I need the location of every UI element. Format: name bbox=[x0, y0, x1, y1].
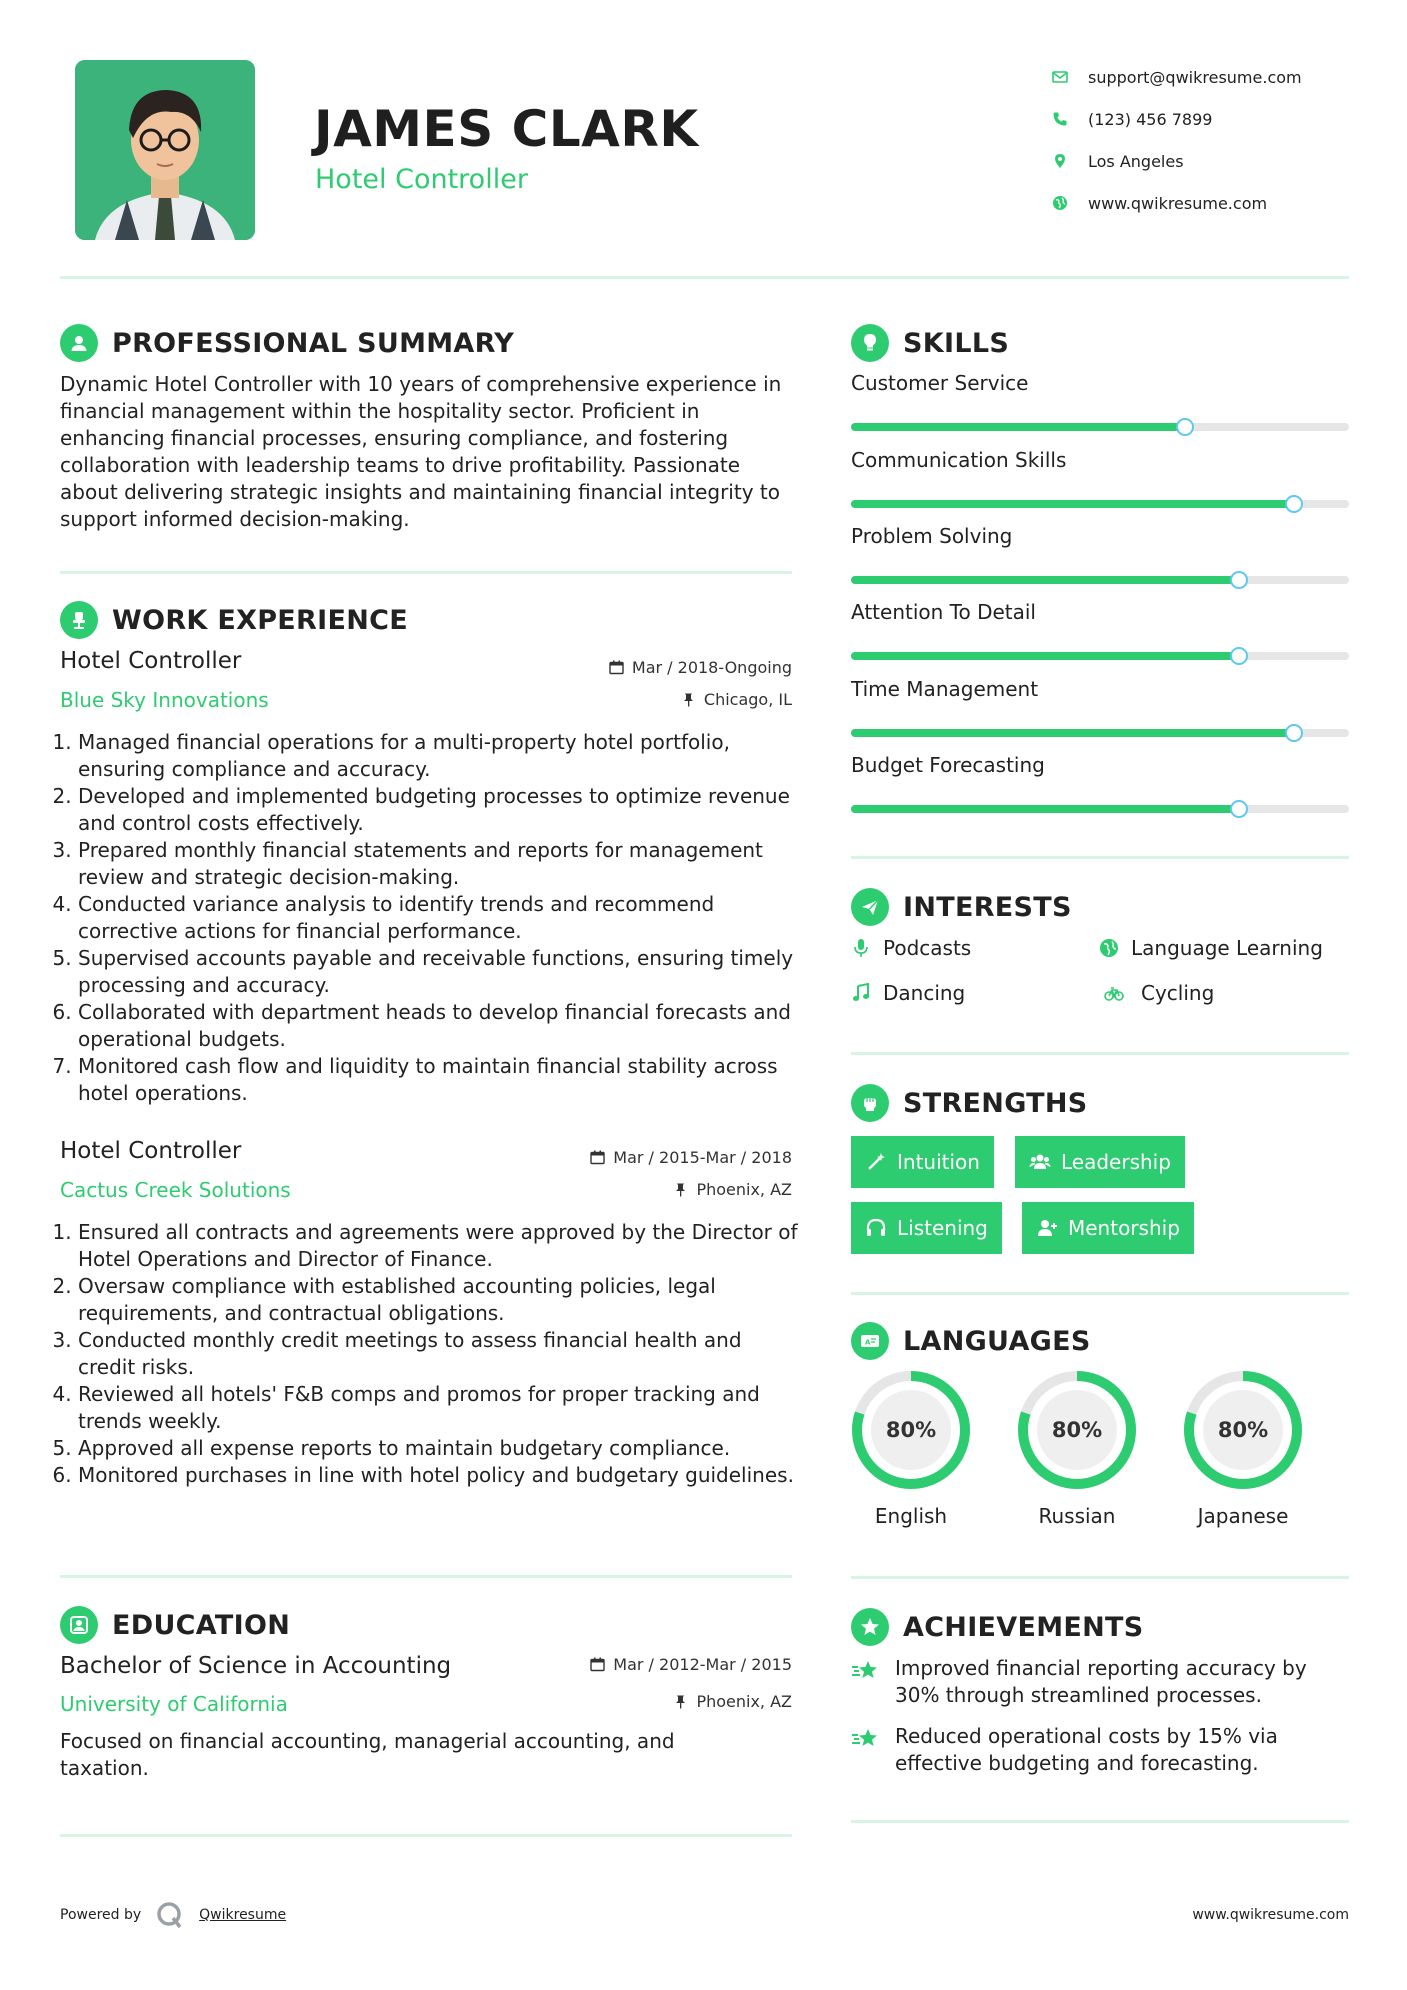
skills-heading: SKILLS bbox=[851, 324, 1009, 362]
star-badge-icon bbox=[851, 1608, 889, 1646]
skill-item: Problem Solving bbox=[851, 524, 1349, 584]
skill-bar bbox=[851, 423, 1349, 431]
skill-item: Budget Forecasting bbox=[851, 753, 1349, 813]
list-item: 2. Developed and implemented budgeting processes to optimize revenue and control costs effectively. bbox=[78, 783, 798, 837]
list-item: 5. Supervised accounts payable and receivable functions, ensuring timely processing and accuracy. bbox=[78, 945, 798, 999]
skill-fill bbox=[851, 729, 1294, 737]
microphone-icon bbox=[851, 938, 871, 958]
skill-bar bbox=[851, 729, 1349, 737]
star-icon bbox=[851, 1725, 881, 1755]
language-card-icon bbox=[851, 1322, 889, 1360]
skill-knob bbox=[1230, 647, 1248, 665]
language-name: Russian bbox=[1038, 1504, 1116, 1528]
profile-photo bbox=[75, 60, 255, 240]
footer-website[interactable]: www.qwikresume.com bbox=[1192, 1907, 1349, 1923]
contact-website[interactable] bbox=[1052, 182, 1382, 224]
powered-by-text: Powered by bbox=[60, 1907, 142, 1923]
job-dates: Mar / 2015-Mar / 2018 bbox=[500, 1148, 792, 1167]
job-responsibilities bbox=[60, 1219, 798, 1489]
list-item: 4. Reviewed all hotels' F&B comps and promos for proper tracking and trends weekly. bbox=[78, 1381, 798, 1435]
svg-text:A: A bbox=[865, 1338, 871, 1347]
language-item bbox=[1181, 1368, 1305, 1528]
achievement-item: Improved financial reporting accuracy by 30% through streamlined processes. bbox=[851, 1655, 1321, 1709]
list-item: 6. Monitored purchases in line with hotel policy and budgetary guidelines. bbox=[78, 1462, 798, 1489]
strength-badge: Mentorship bbox=[1022, 1202, 1194, 1254]
contact-list bbox=[1052, 56, 1382, 224]
location-text: Los Angeles bbox=[1088, 151, 1184, 171]
skill-item: Attention To Detail bbox=[851, 600, 1349, 660]
language-percent: 80% bbox=[1217, 1418, 1269, 1442]
footer-branding bbox=[60, 1900, 286, 1930]
education-heading: EDUCATION bbox=[60, 1606, 290, 1644]
skill-item: Communication Skills bbox=[851, 448, 1349, 508]
strengths-heading: STRENGTHS bbox=[851, 1084, 1088, 1122]
qwikresume-logo-icon bbox=[155, 1900, 185, 1930]
language-percent: 80% bbox=[1051, 1418, 1103, 1442]
strength-badge: Intuition bbox=[851, 1136, 994, 1188]
phone-text: (123) 456 7899 bbox=[1088, 109, 1213, 129]
job-title: Hotel Controller bbox=[60, 648, 242, 674]
office-chair-icon bbox=[60, 601, 98, 639]
experience-divider bbox=[60, 1575, 792, 1578]
languages-divider bbox=[851, 1576, 1349, 1579]
skill-bar bbox=[851, 652, 1349, 660]
paper-plane-icon bbox=[851, 888, 889, 926]
contact-email[interactable] bbox=[1052, 56, 1382, 98]
skill-item: Customer Service bbox=[851, 371, 1349, 431]
skill-knob bbox=[1285, 495, 1303, 513]
interest-item: Language Learning bbox=[1099, 936, 1323, 960]
skill-fill bbox=[851, 576, 1239, 584]
calendar-icon bbox=[609, 660, 624, 675]
magic-wand-icon bbox=[865, 1151, 887, 1173]
achievements-divider bbox=[851, 1820, 1349, 1823]
list-item: 6. Collaborated with department heads to develop financial forecasts and operational budgets. bbox=[78, 999, 798, 1053]
list-item: 4. Conducted variance analysis to identify trends and recommend corrective actions for financial performance. bbox=[78, 891, 798, 945]
strength-badge: Leadership bbox=[1015, 1136, 1185, 1188]
degree-title: Bachelor of Science in Accounting bbox=[60, 1653, 452, 1679]
skill-fill bbox=[851, 805, 1239, 813]
job-title: Hotel Controller bbox=[60, 1138, 242, 1164]
skill-fill bbox=[851, 423, 1185, 431]
graduate-icon bbox=[60, 1606, 98, 1644]
education-location: Phoenix, AZ bbox=[500, 1692, 792, 1711]
user-icon bbox=[60, 324, 98, 362]
skill-fill bbox=[851, 500, 1294, 508]
interests-heading: INTERESTS bbox=[851, 888, 1072, 926]
thumbtack-icon bbox=[673, 1694, 688, 1709]
headphones-icon bbox=[865, 1217, 887, 1239]
job-location: Chicago, IL bbox=[500, 690, 792, 709]
bicycle-icon bbox=[1099, 983, 1129, 1003]
language-name: Japanese bbox=[1197, 1504, 1289, 1528]
candidate-title: Hotel Controller bbox=[315, 164, 528, 195]
skill-knob bbox=[1176, 418, 1194, 436]
brand-link[interactable]: Qwikresume bbox=[199, 1907, 287, 1923]
thumbtack-icon bbox=[673, 1182, 688, 1197]
achievements-heading: ACHIEVEMENTS bbox=[851, 1608, 1144, 1646]
list-item: 3. Conducted monthly credit meetings to assess financial health and credit risks. bbox=[78, 1327, 798, 1381]
strengths-divider bbox=[851, 1292, 1349, 1295]
job-responsibilities bbox=[60, 729, 798, 1107]
email-text: support@qwikresume.com bbox=[1088, 67, 1302, 87]
job-dates: Mar / 2018-Ongoing bbox=[500, 658, 792, 677]
language-name: English bbox=[874, 1504, 948, 1528]
avatar bbox=[75, 60, 255, 240]
calendar-icon bbox=[590, 1657, 605, 1672]
strength-badge: Listening bbox=[851, 1202, 1002, 1254]
language-ring bbox=[1015, 1368, 1139, 1492]
music-icon bbox=[851, 983, 871, 1003]
job-location: Phoenix, AZ bbox=[500, 1180, 792, 1199]
language-item bbox=[849, 1368, 973, 1528]
summary-divider bbox=[60, 571, 792, 574]
website-text: www.qwikresume.com bbox=[1088, 193, 1268, 213]
interest-item: Podcasts bbox=[851, 936, 971, 960]
skill-item: Time Management bbox=[851, 677, 1349, 737]
list-item: 1. Ensured all contracts and agreements were approved by the Director of Hotel Operations and Director of Finance. bbox=[78, 1219, 798, 1273]
list-item: 7. Monitored cash flow and liquidity to maintain financial stability across hotel operations. bbox=[78, 1053, 798, 1107]
envelope-icon bbox=[1052, 69, 1088, 85]
thumbtack-icon bbox=[681, 692, 696, 707]
skill-bar bbox=[851, 805, 1349, 813]
language-item bbox=[1015, 1368, 1139, 1528]
language-ring bbox=[849, 1368, 973, 1492]
summary-heading: PROFESSIONAL SUMMARY bbox=[60, 324, 514, 362]
achievement-item: Reduced operational costs by 15% via effective budgeting and forecasting. bbox=[851, 1723, 1321, 1777]
globe-icon bbox=[1099, 938, 1119, 958]
contact-phone[interactable] bbox=[1052, 98, 1382, 140]
skill-fill bbox=[851, 652, 1239, 660]
language-percent: 80% bbox=[885, 1418, 937, 1442]
star-icon bbox=[851, 1657, 881, 1687]
list-item: 1. Managed financial operations for a multi-property hotel portfolio, ensuring compliance and accuracy. bbox=[78, 729, 798, 783]
job-company: Cactus Creek Solutions bbox=[60, 1178, 291, 1202]
languages-heading: A LANGUAGES bbox=[851, 1322, 1091, 1360]
map-pin-icon bbox=[1052, 153, 1088, 169]
skill-bar bbox=[851, 500, 1349, 508]
education-dates: Mar / 2012-Mar / 2015 bbox=[500, 1655, 792, 1674]
user-plus-icon bbox=[1036, 1217, 1058, 1239]
list-item: 3. Prepared monthly financial statements and reports for management review and strategic decision-making. bbox=[78, 837, 798, 891]
interest-item: Dancing bbox=[851, 981, 965, 1005]
fist-icon bbox=[851, 1084, 889, 1122]
skill-knob bbox=[1230, 800, 1248, 818]
globe-icon bbox=[1052, 195, 1088, 211]
summary-text: Dynamic Hotel Controller with 10 years of comprehensive experience in financial management within the hospitality sector. Proficient in enhancing financial processes, ensuring compliance, and fostering collaboration with leadership teams to drive profitability. Passionate about delivering strategic insights and maintaining financial integrity to support informed decision-making. bbox=[60, 372, 782, 531]
phone-icon bbox=[1052, 111, 1088, 127]
lightbulb-icon bbox=[851, 324, 889, 362]
candidate-name: JAMES CLARK bbox=[314, 100, 699, 158]
header-divider bbox=[60, 276, 1349, 279]
language-ring bbox=[1181, 1368, 1305, 1492]
experience-heading: WORK EXPERIENCE bbox=[60, 601, 408, 639]
skills-divider bbox=[851, 856, 1349, 859]
list-item: 2. Oversaw compliance with established accounting policies, legal requirements, and contractual obligations. bbox=[78, 1273, 798, 1327]
contact-location bbox=[1052, 140, 1382, 182]
interests-divider bbox=[851, 1052, 1349, 1055]
school-name: University of California bbox=[60, 1692, 288, 1716]
skill-bar bbox=[851, 576, 1349, 584]
list-item: 5. Approved all expense reports to maintain budgetary compliance. bbox=[78, 1435, 798, 1462]
education-description: Focused on financial accounting, managerial accounting, and taxation. bbox=[60, 1729, 675, 1780]
calendar-icon bbox=[590, 1150, 605, 1165]
users-icon bbox=[1029, 1151, 1051, 1173]
education-divider bbox=[60, 1834, 792, 1837]
skill-knob bbox=[1285, 724, 1303, 742]
interest-item: Cycling bbox=[1099, 981, 1214, 1005]
skill-knob bbox=[1230, 571, 1248, 589]
job-company: Blue Sky Innovations bbox=[60, 688, 269, 712]
